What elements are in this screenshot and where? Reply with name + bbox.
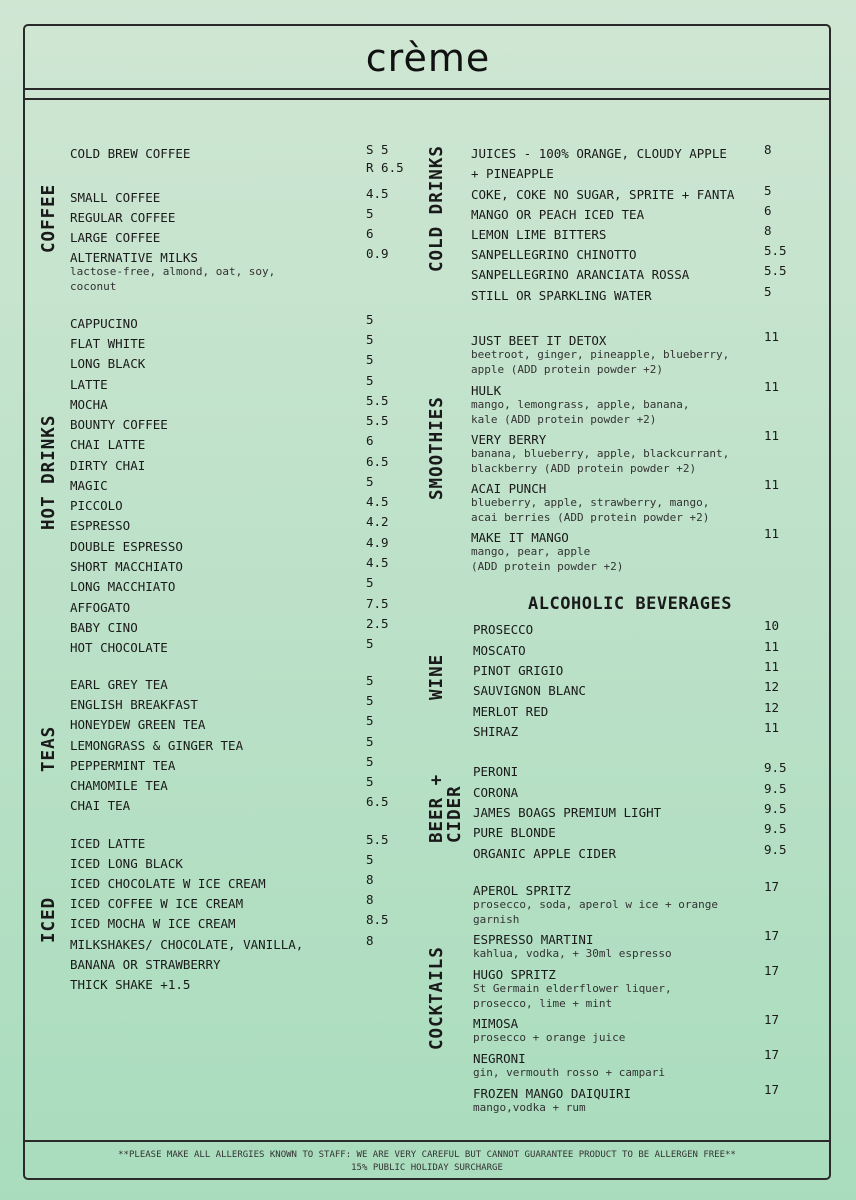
menu-item-name: MILKSHAKES/ CHOCOLATE, VANILLA, xyxy=(70,937,304,952)
menu-item-price: 5.5 xyxy=(764,243,787,258)
menu-item-name: CORONA xyxy=(473,785,519,800)
menu-item-price: 8 xyxy=(366,892,374,907)
menu-item-name: LEMONGRASS & GINGER TEA xyxy=(70,738,244,753)
menu-item-description: mango, pear, apple (ADD protein powder +2) xyxy=(471,545,624,573)
menu-item-name: FROZEN MANGO DAIQUIRI xyxy=(473,1086,632,1101)
allergy-notice: **PLEASE MAKE ALL ALLERGIES KNOWN TO STAFF: WE ARE VERY CAREFUL BUT CANNOT GUARANTEE PRODUCT TO BE ALLERGEN FREE** xyxy=(118,1150,736,1160)
menu-item-price: 10 xyxy=(764,618,780,633)
menu-item-price: 4.5 xyxy=(366,555,389,570)
menu-item-price: 6 xyxy=(764,203,772,218)
menu-item-price: 8 xyxy=(366,933,374,948)
menu-item-name: SHORT MACCHIATO xyxy=(70,559,183,574)
menu-item-price: 11 xyxy=(764,639,780,654)
menu-item-name: DIRTY CHAI xyxy=(70,458,146,473)
menu-item-name: EARL GREY TEA xyxy=(70,677,168,692)
section-label-teas: TEAS xyxy=(39,725,59,772)
menu-item-description: lactose-free, almond, oat, soy, coconut xyxy=(70,265,276,293)
section-label-smoothies: SMOOTHIES xyxy=(427,396,447,500)
menu-item-name: BABY CINO xyxy=(70,620,138,635)
menu-item-description: banana, blueberry, apple, blackcurrant, blackberry (ADD protein powder +2) xyxy=(471,447,730,475)
menu-item-price: 9.5 xyxy=(764,781,787,796)
alcoholic-heading: ALCOHOLIC BEVERAGES xyxy=(528,594,732,614)
menu-item-price: 4.9 xyxy=(366,535,389,550)
menu-item-price: 17 xyxy=(764,928,780,943)
menu-item-price: R 6.5 xyxy=(366,160,404,175)
menu-item-price: 5 xyxy=(366,673,374,688)
menu-item-price: 17 xyxy=(764,963,780,978)
menu-item-name: SMALL COFFEE xyxy=(70,190,161,205)
menu-item-price: 5 xyxy=(366,474,374,489)
menu-item-name: MAGIC xyxy=(70,478,108,493)
menu-item-price: 8 xyxy=(764,223,772,238)
menu-item-price: 8.5 xyxy=(366,912,389,927)
menu-item-price: 4.5 xyxy=(366,494,389,509)
menu-item-name: PEPPERMINT TEA xyxy=(70,758,176,773)
menu-item-price: 5 xyxy=(764,183,772,198)
menu-item-name: HUGO SPRITZ xyxy=(473,967,556,982)
menu-item-name: LATTE xyxy=(70,377,108,392)
menu-item-description: St Germain elderflower liquer, prosecco, lime + mint xyxy=(473,982,672,1010)
menu-item-name: COKE, COKE NO SUGAR, SPRITE + FANTA xyxy=(471,187,735,202)
menu-item-name: PERONI xyxy=(473,764,519,779)
surcharge-notice: 15% PUBLIC HOLIDAY SURCHARGE xyxy=(351,1163,503,1173)
menu-item-name: ESPRESSO xyxy=(70,518,131,533)
menu-item-price: 11 xyxy=(764,428,780,443)
footer-divider xyxy=(23,1140,831,1142)
menu-item-description: blueberry, apple, strawberry, mango, acai berries (ADD protein powder +2) xyxy=(471,496,710,524)
menu-item-price: 5 xyxy=(366,312,374,327)
menu-item-name: ICED COFFEE W ICE CREAM xyxy=(70,896,244,911)
menu-item-name: ICED MOCHA W ICE CREAM xyxy=(70,916,236,931)
menu-item-price: 5.5 xyxy=(764,263,787,278)
menu-item-name: ICED LATTE xyxy=(70,836,146,851)
menu-item-name: CHAMOMILE TEA xyxy=(70,778,168,793)
menu-item-price: 5 xyxy=(366,206,374,221)
menu-item-name: COLD BREW COFFEE xyxy=(70,146,191,161)
menu-item-price: 12 xyxy=(764,679,780,694)
menu-item-price: 4.5 xyxy=(366,186,389,201)
menu-item-price: 17 xyxy=(764,1082,780,1097)
menu-item-name: CAPPUCINO xyxy=(70,316,138,331)
menu-item-price: 17 xyxy=(764,879,780,894)
menu-item-price: 5 xyxy=(366,713,374,728)
menu-item-price: 8 xyxy=(764,142,772,157)
menu-item-name: LEMON LIME BITTERS xyxy=(471,227,607,242)
menu-item-price: 11 xyxy=(764,379,780,394)
menu-item-name: MERLOT RED xyxy=(473,704,549,719)
menu-item-price: 5.5 xyxy=(366,832,389,847)
menu-item-name: LARGE COFFEE xyxy=(70,230,161,245)
menu-item-name: VERY BERRY xyxy=(471,432,547,447)
menu-item-name: PICCOLO xyxy=(70,498,123,513)
menu-item-price: 9.5 xyxy=(764,760,787,775)
menu-item-price: 11 xyxy=(764,720,780,735)
menu-item-price: 17 xyxy=(764,1047,780,1062)
menu-item-name: ORGANIC APPLE CIDER xyxy=(473,846,616,861)
menu-item-price: 0.9 xyxy=(366,246,389,261)
menu-item-description: kahlua, vodka, + 30ml espresso xyxy=(473,947,672,960)
menu-item-description: gin, vermouth rosso + campari xyxy=(473,1066,666,1079)
section-label-hot-drinks: HOT DRINKS xyxy=(39,414,59,530)
menu-item-name: AFFOGATO xyxy=(70,600,131,615)
menu-item-name: MAKE IT MANGO xyxy=(471,530,569,545)
menu-item-price: 5 xyxy=(366,734,374,749)
menu-item-name: CHAI LATTE xyxy=(70,437,146,452)
section-label-wine: WINE xyxy=(427,653,447,700)
menu-item-name: ALTERNATIVE MILKS xyxy=(70,250,198,265)
section-label-beer: BEER + CIDER xyxy=(427,773,465,843)
menu-item-price: 5 xyxy=(366,774,374,789)
menu-item-name: BOUNTY COFFEE xyxy=(70,417,168,432)
menu-item-price: 6.5 xyxy=(366,794,389,809)
section-label-cold-drinks: COLD DRINKS xyxy=(427,145,447,272)
menu-item-name: CHAI TEA xyxy=(70,798,131,813)
menu-item-name: PINOT GRIGIO xyxy=(473,663,564,678)
menu-item-name: ICED LONG BLACK xyxy=(70,856,183,871)
menu-item-price: 12 xyxy=(764,700,780,715)
menu-item-price: 11 xyxy=(764,526,780,541)
menu-item-name: SANPELLEGRINO ARANCIATA ROSSA xyxy=(471,267,690,282)
menu-item-price: 9.5 xyxy=(764,821,787,836)
menu-item-price: 5.5 xyxy=(366,393,389,408)
menu-item-name: HOT CHOCOLATE xyxy=(70,640,168,655)
menu-item-price: 9.5 xyxy=(764,842,787,857)
menu-item-name: BANANA OR STRAWBERRY xyxy=(70,957,221,972)
menu-item-price: 11 xyxy=(764,659,780,674)
section-label-cocktails: COCKTAILS xyxy=(427,946,447,1050)
menu-item-name: REGULAR COFFEE xyxy=(70,210,176,225)
menu-item-name: JUICES - 100% ORANGE, CLOUDY APPLE xyxy=(471,146,727,161)
menu-item-name: APEROL SPRITZ xyxy=(473,883,571,898)
menu-item-price: 5 xyxy=(366,575,374,590)
menu-item-name: NEGRONI xyxy=(473,1051,526,1066)
menu-item-description: prosecco, soda, aperol w ice + orange garnish xyxy=(473,898,719,926)
menu-item-name: STILL OR SPARKLING WATER xyxy=(471,288,652,303)
menu-item-price: 17 xyxy=(764,1012,780,1027)
menu-item-price: 5.5 xyxy=(366,413,389,428)
menu-item-name: LONG MACCHIATO xyxy=(70,579,176,594)
menu-item-name: JAMES BOAGS PREMIUM LIGHT xyxy=(473,805,662,820)
menu-item-price: 5 xyxy=(366,373,374,388)
section-label-iced: ICED xyxy=(39,896,59,943)
menu-item-price: 11 xyxy=(764,329,780,344)
menu-item-name: PURE BLONDE xyxy=(473,825,556,840)
menu-item-price: 6.5 xyxy=(366,454,389,469)
menu-item-price: 5 xyxy=(366,693,374,708)
menu-item-name: + PINEAPPLE xyxy=(471,166,554,181)
menu-item-price: 9.5 xyxy=(764,801,787,816)
menu-item-name: MIMOSA xyxy=(473,1016,519,1031)
menu-item-description: prosecco + orange juice xyxy=(473,1031,626,1044)
menu-item-price: 5 xyxy=(366,852,374,867)
menu-item-price: 5 xyxy=(764,284,772,299)
menu-item-description: mango,vodka + rum xyxy=(473,1101,586,1114)
menu-item-name: MANGO OR PEACH ICED TEA xyxy=(471,207,645,222)
menu-item-price: S 5 xyxy=(366,142,389,157)
menu-item-price: 5 xyxy=(366,332,374,347)
menu-item-description: beetroot, ginger, pineapple, blueberry, apple (ADD protein powder +2) xyxy=(471,348,730,376)
menu-item-price: 6 xyxy=(366,226,374,241)
menu-item-name: MOSCATO xyxy=(473,643,526,658)
menu-item-price: 11 xyxy=(764,477,780,492)
menu-item-name: SAUVIGNON BLANC xyxy=(473,683,586,698)
menu-item-price: 5 xyxy=(366,754,374,769)
menu-item-description: mango, lemongrass, apple, banana, kale (ADD protein powder +2) xyxy=(471,398,690,426)
menu-item-price: 2.5 xyxy=(366,616,389,631)
menu-item-name: HONEYDEW GREEN TEA xyxy=(70,717,206,732)
menu-item-name: FLAT WHITE xyxy=(70,336,146,351)
menu-item-price: 5 xyxy=(366,352,374,367)
menu-item-name: HULK xyxy=(471,383,502,398)
menu-item-name: MOCHA xyxy=(70,397,108,412)
menu-item-price: 7.5 xyxy=(366,596,389,611)
menu-item-price: 8 xyxy=(366,872,374,887)
menu-item-price: 6 xyxy=(366,433,374,448)
header-divider-bottom xyxy=(23,98,831,100)
menu-item-name: SANPELLEGRINO CHINOTTO xyxy=(471,247,637,262)
menu-item-name: SHIRAZ xyxy=(473,724,519,739)
menu-item-name: LONG BLACK xyxy=(70,356,146,371)
menu-item-name: ICED CHOCOLATE W ICE CREAM xyxy=(70,876,266,891)
menu-item-name: THICK SHAKE +1.5 xyxy=(70,977,191,992)
menu-item-name: JUST BEET IT DETOX xyxy=(471,333,607,348)
section-label-coffee: COFFEE xyxy=(39,183,59,253)
menu-item-name: ENGLISH BREAKFAST xyxy=(70,697,198,712)
brand-logo: crème xyxy=(365,36,491,80)
menu-item-name: ACAI PUNCH xyxy=(471,481,547,496)
menu-item-price: 4.2 xyxy=(366,514,389,529)
header-divider-top xyxy=(23,88,831,90)
menu-item-price: 5 xyxy=(366,636,374,651)
menu-item-name: DOUBLE ESPRESSO xyxy=(70,539,183,554)
menu-item-name: PROSECCO xyxy=(473,622,534,637)
menu-item-name: ESPRESSO MARTINI xyxy=(473,932,594,947)
